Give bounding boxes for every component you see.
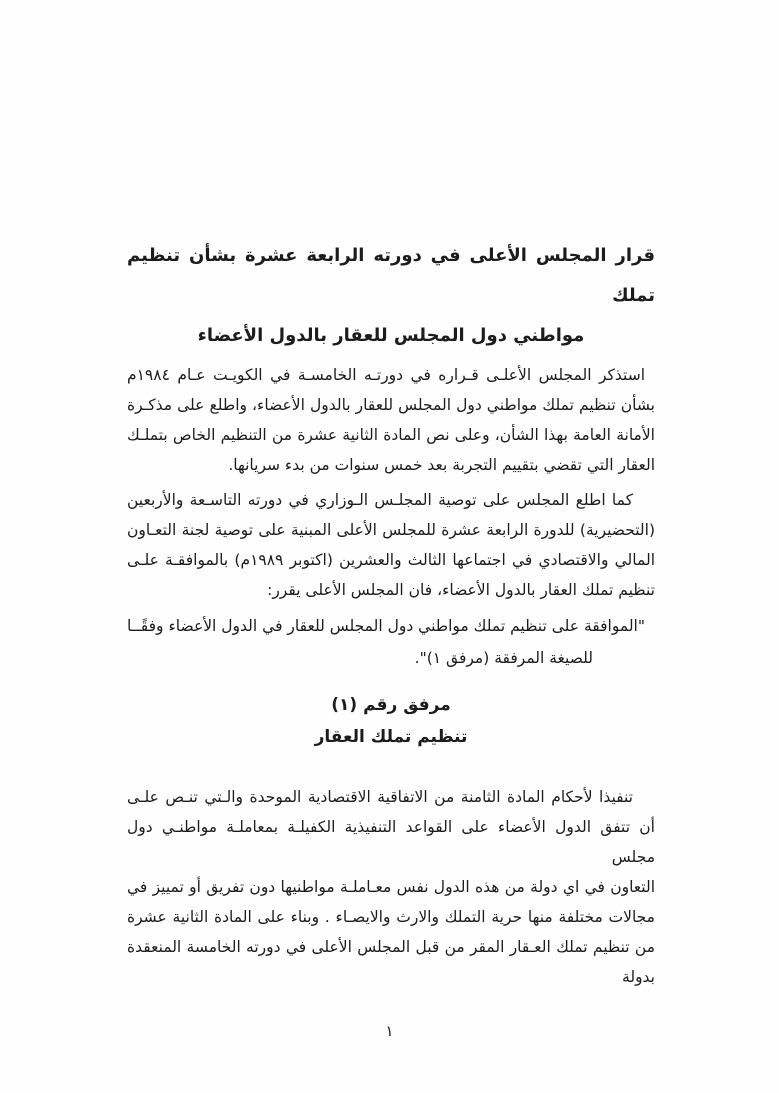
body-line: العقار التي تقضي بتقييم التجربة بعد خمس سنوات من بدء سريانها.	[228, 456, 655, 474]
title-line-1: قرار المجلس الأعلى في دورته الرابعة عشرة بشأن تنظيم تملك	[127, 245, 655, 306]
document-title	[127, 236, 655, 356]
quote-line: "الموافقة على تنظيم تملك مواطني دول المجلس للعقار في الدول الأعضاء وفقًــا	[127, 617, 645, 635]
body-line: كما اطلع المجلس على توصية المجلـس الـوزاري في دورته التاسـعة والأربعين	[127, 491, 633, 509]
body-line: الأمانة العامة بهذا الشأن، وعلى نص المادة الثانية عشرة من التنظيم الخاص بتملـك	[127, 426, 655, 444]
annex-number-heading: مرفق رقم (١)	[331, 695, 451, 715]
page-number: ١	[385, 1022, 394, 1040]
body-line: (التحضيرية) للدورة الرابعة عشرة للمجلس الأعلى المبنية على توصية لجنة التعـاون	[127, 521, 655, 539]
body-line: تنظيم تملك العقار بالدول الأعضاء، فان المجلس الأعلى يقرر:	[267, 581, 655, 599]
annex-intro-paragraph	[127, 782, 655, 992]
annex-heading	[127, 689, 655, 753]
title-line-2: مواطني دول المجلس للعقار بالدول الأعضاء	[197, 325, 585, 346]
body-line: أن تتفق الدول الأعضاء على القواعد التنفيذية الكفيلـة بمعاملـة مواطنـي دول مجلس	[127, 818, 655, 866]
document-body	[127, 236, 655, 992]
body-line: بشأن تنظيم تملك مواطني دول المجلس للعقار بالدول الأعضاء، واطلع على مذكـرة	[127, 396, 655, 414]
body-line: استذكر المجلس الأعلـى قـراره في دورتـه الخامسـة في الكويـت عـام ١٩٨٤م	[127, 366, 645, 384]
decision-quote	[127, 610, 655, 674]
body-line: تنفيذا لأحكام المادة الثامنة من الاتفاقية الاقتصادية الموحدة والـتي تنـص علـى	[127, 788, 633, 806]
body-line: من تنظيم تملك العـقار المقر من قبل المجلس الأعلى في دورته الخامسة المنعقدة بدولة	[127, 938, 655, 986]
annex-title-heading: تنظيم تملك العقار	[314, 727, 468, 747]
body-line: التعاون في اي دولة من هذه الدول نفس معـاملـة مواطنيها دون تفريق أو تمييز في	[127, 878, 655, 896]
body-line: مجالات مختلفة منها حرية التملك والارث والايصـاء . وبناء على المادة الثانية عشرة	[127, 908, 655, 926]
recital-paragraph-2	[127, 485, 655, 605]
body-line: المالي والاقتصادي في اجتماعها الثالث والعشرين (اكتوبر ١٩٨٩م) بالموافقـة علـى	[127, 551, 655, 569]
recital-paragraph-1	[127, 360, 655, 480]
quote-line: للصيغة المرفقة (مرفق ١)".	[414, 649, 593, 667]
